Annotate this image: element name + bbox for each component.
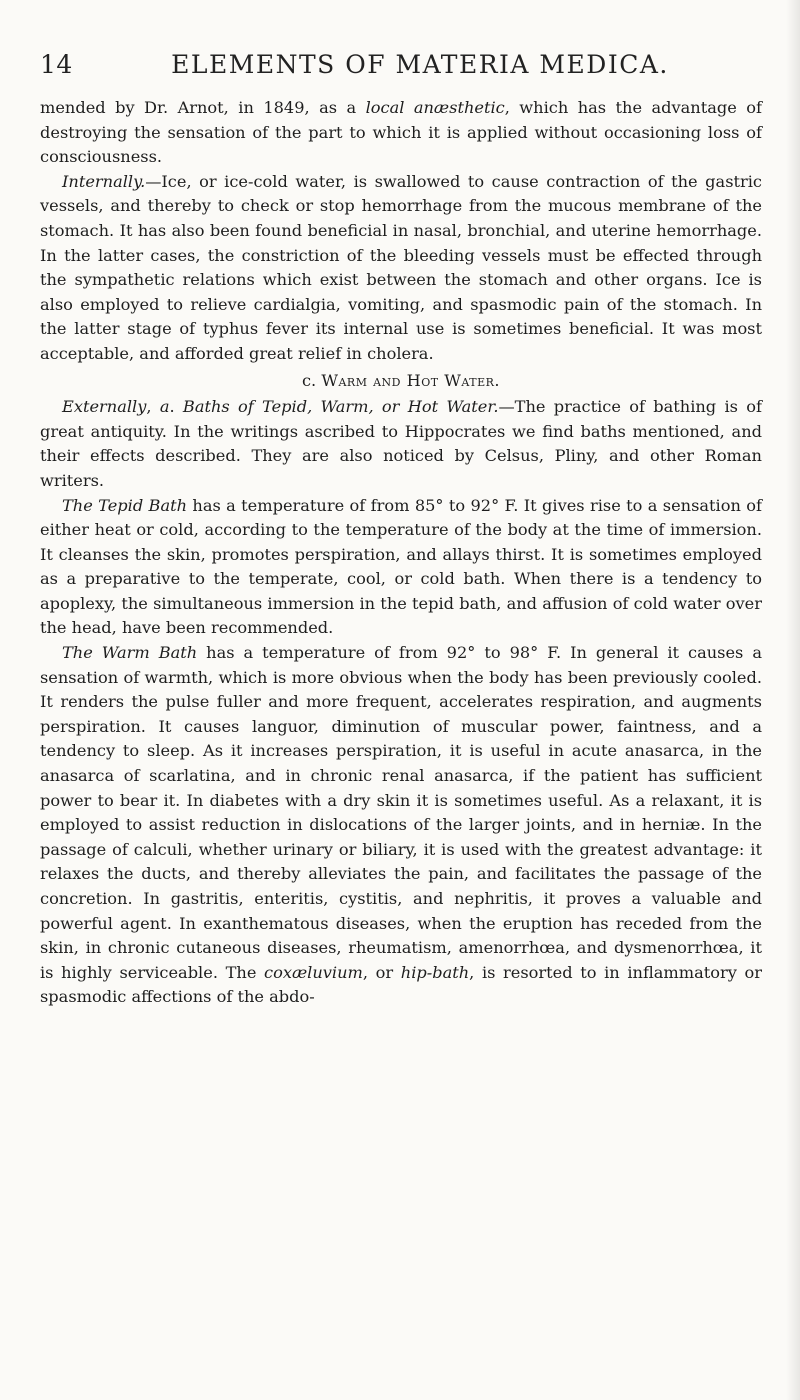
text-run: ,	[146, 397, 160, 417]
running-title: ELEMENTS OF MATERIA MEDICA.	[171, 50, 669, 79]
section-label: c.	[301, 370, 322, 390]
italic-term: a	[159, 397, 170, 417]
text-run: —The practice of bathing is of great antiquity. In the writings ascribed to Hippocrates we find baths mentioned, and their effects described. They are also noticed by Celsus, Pliny, and other Roman writers.	[40, 397, 762, 490]
italic-term: coxæluvium	[264, 962, 363, 982]
text-run: —Ice, or ice-cold water, is swallowed to cause contraction of the gastric vessels, and thereby to check or stop hemorrhage from the mucous membrane of the stomach. It has also been found beneficial in nasal, bronchial, and uterine hemorrhage. In the latter cases, the constriction of the bleeding vessels must be effected through the sympathetic relations which exist between the stomach and other organs. Ice is also employed to relieve cardialgia, vomiting, and spasmodic pain of the stomach. In the latter stage of typhus fever its internal use is sometimes beneficial. It was most acceptable, and afforded great relief in cholera.	[40, 171, 762, 363]
text-run: mended by Dr. Arnot, in 1849, as a	[40, 98, 366, 117]
paragraph-tepid-bath	[40, 494, 762, 642]
page-edge-shadow	[786, 0, 800, 1400]
text-run: , or	[362, 962, 401, 982]
text-run: , which has the advantage of destroying the sensation of the part to which it is applied without occasioning loss of consciousness.	[40, 98, 762, 167]
page-number: 14	[40, 50, 73, 79]
body-text	[40, 96, 762, 1010]
paragraph-externally	[40, 395, 762, 493]
italic-term: hip-bath	[400, 962, 470, 982]
paragraph-continued	[40, 96, 762, 170]
paragraph-internally	[40, 170, 762, 367]
text-run: , is resorted to in inflammatory or spasmodic affections of the abdo-	[40, 962, 763, 1007]
italic-term: The Warm Bath	[62, 643, 198, 663]
italic-term: local anæsthetic	[365, 98, 505, 117]
section-heading	[40, 369, 762, 394]
paragraph-warm-bath	[40, 641, 762, 1010]
italic-term: Baths of Tepid, Warm, or Hot Water.	[182, 397, 499, 417]
page-header	[40, 50, 760, 84]
text-run: .	[169, 397, 183, 417]
italic-term: Externally	[62, 397, 147, 417]
text-run: has a temperature of from 92° to 98° F. In general it causes a sensation of warmth, which is more obvious when the body has been previously cooled. It renders the pulse fuller and more frequent, accelerates respiration, and augments perspiration. It causes languor, diminution of muscular power, faintness, and a tendency to sleep. As it increases perspiration, it is useful in acute anasarca, in the anasarca of scarlatina, and in chronic renal anasarca, if the patient has sufficient power to bear it. In diabetes with a dry skin it is sometimes useful. As a relaxant, it is employed to assist reduction in dislocations of the larger joints, and in herniæ. In the passage of calculi, whether urinary or biliary, it is used with the greatest advantage: it relaxes the ducts, and thereby alleviates the pain, and facilitates the passage of the concretion. In gastritis, enteritis, cystitis, and nephritis, it proves a valuable and powerful agent. In exanthematous diseases, when the eruption has receded from the skin, in chronic cutaneous diseases, rheumatism, amenorrhœa, and dysmenorrhœa, it is highly serviceable. The	[40, 643, 762, 982]
italic-term: Internally.	[62, 171, 146, 191]
section-title: Warm and Hot Water.	[321, 370, 501, 390]
italic-term: The Tepid Bath	[62, 495, 188, 515]
text-run: has a temperature of from 85° to 92° F. It gives rise to a sensation of either heat or cold, according to the temperature of the body at the time of immersion. It cleanses the skin, promotes perspiration, and allays thirst. It is sometimes employed as a preparative to the temperate, cool, or cold bath. When there is a tendency to apoplexy, the simultaneous immersion in the tepid bath, and affusion of cold water over the head, have been recommended.	[40, 495, 762, 638]
